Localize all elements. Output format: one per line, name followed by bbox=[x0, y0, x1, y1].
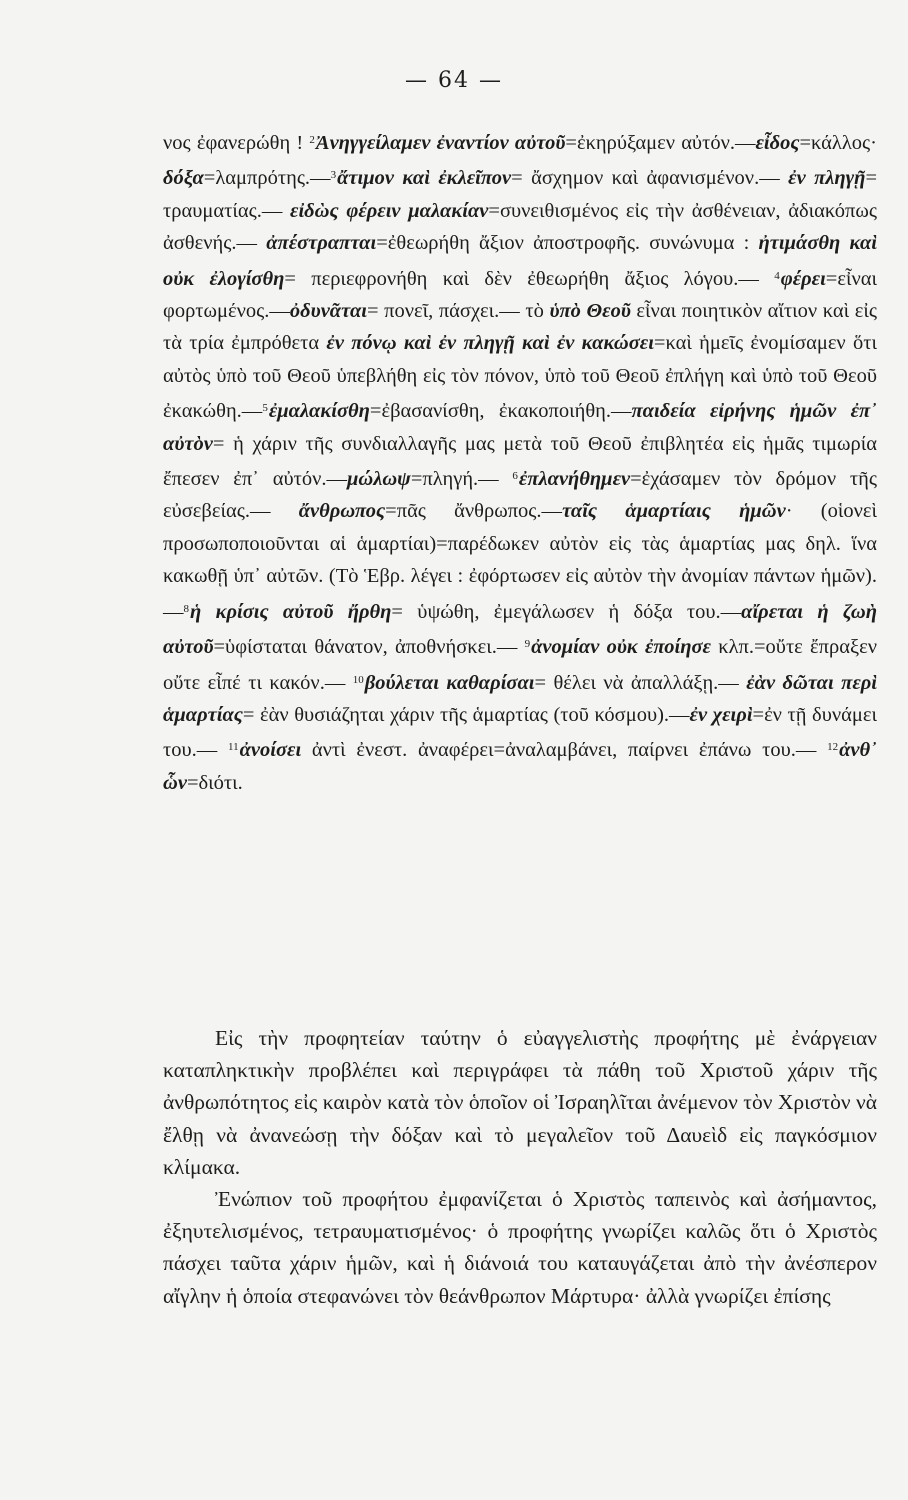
gloss-text: = ὑψώθη, ἐμεγάλωσεν ἡ δόξα του.— bbox=[391, 600, 742, 623]
gloss-text: = θέλει νὰ ἀπαλλάξῃ.— bbox=[534, 671, 747, 694]
paragraph: Ἐνώπιον τοῦ προφήτου ἐμφανίζεται ὁ Χριστὸς ταπεινὸς καὶ ἀσήμαντος, ἐξηυτελισμένος, τετραυματισμένος· ὁ προφήτης γνωρίζει καλῶς ὅτι ὁ Χριστὸς πάσχει ταῦτα χάριν ἡμῶν, καὶ ἡ διάνοιά του καταυγάζεται ἀπὸ τὴν ἀνέσπερον αἴγλην ἡ ὁποία στεφανώνει τὸν θεάνθρωπον Μάρτυρα· ἀλλὰ γνωρίζει ἐπίσης bbox=[163, 1187, 877, 1308]
gloss-text: =ἐκηρύξαμεν αὐτόν.— bbox=[565, 132, 756, 154]
paragraph: Εἰς τὴν προφητείαν ταύτην ὁ εὐαγγελιστὴς προφήτης μὲ ἐνάργειαν καταπληκτικὴν προβλέπει καὶ περιγράφει τὰ πάθη τοῦ Χριστοῦ χάριν τῆς ἀνθρωπότητος εἰς καιρὸν κατὰ τὸν ὁποῖον οἱ Ἰσραηλῖται ἀνέμενον τὸν Χριστὸν νὰ ἔλθῃ νὰ ἀνανεώσῃ τὴν δόξαν καὶ τὸ μεγαλεῖον τοῦ Δαυεὶδ εἰς παγκόσμιον κλίμακα. bbox=[163, 1026, 877, 1179]
gloss-text: νος ἐφανερώθη ! bbox=[163, 132, 310, 154]
page-number: — 64 — bbox=[405, 68, 503, 93]
headword: ἀνοίσει bbox=[239, 739, 302, 762]
verse-number: 9 bbox=[524, 638, 531, 651]
headword: ἐν χειρὶ bbox=[689, 703, 753, 726]
verse-number: 5 bbox=[262, 402, 268, 415]
headword: δόξα bbox=[163, 167, 204, 190]
verse-number: 10 bbox=[352, 673, 364, 686]
verse-number: 8 bbox=[183, 602, 189, 615]
verse-number: 2 bbox=[309, 134, 315, 146]
headword: ἐὰν δῶται περὶ ἁμαρτίας bbox=[163, 671, 878, 726]
headword: ὀδυνᾶται bbox=[289, 300, 367, 323]
headword: ἐπλανήθημεν bbox=[518, 468, 631, 491]
verse-number: 12 bbox=[827, 741, 839, 754]
gloss-text: =ἐβασανίσθη, ἐκακοποιήθη.— bbox=[369, 400, 632, 423]
gloss-text: =διότι. bbox=[186, 771, 243, 794]
verse-number: 3 bbox=[330, 169, 337, 182]
headword: ἄνθρωπος bbox=[298, 500, 386, 523]
verse-number: 4 bbox=[774, 269, 780, 282]
gloss-text: =λαμπρότης.— bbox=[203, 167, 331, 190]
main-text bbox=[163, 1022, 877, 1312]
headword: αἴρεται ἡ ζωὴ αὐτοῦ bbox=[163, 600, 877, 659]
headword: ὑπὸ Θεοῦ bbox=[549, 300, 631, 323]
gloss-text: = ἄσχημον καὶ ἀφανισμένον.— bbox=[511, 167, 789, 190]
headword: παιδεία εἰρήνης ἡμῶν ἐπ᾿ αὐτὸν bbox=[163, 400, 877, 455]
verse-number: 6 bbox=[512, 470, 518, 483]
headword: ἐν πληγῇ bbox=[788, 167, 866, 190]
gloss-text: = πονεῖ, πάσχει.— τὸ bbox=[366, 300, 550, 323]
headword: εἰδὼς φέρειν μαλακίαν bbox=[290, 199, 489, 222]
headword: ἀνθ᾿ ὧν bbox=[163, 739, 877, 794]
gloss-text: =ἐν τῇ δυνάμει του.— bbox=[163, 703, 877, 762]
gloss-text: =κάλλος· bbox=[799, 132, 877, 154]
gloss-text: ἀντὶ ἐνεστ. ἀναφέρει=ἀναλαμβάνει, παίρνει ἐπάνω του.— bbox=[301, 739, 828, 762]
gloss-text: · (οἱονεὶ προσωποποιοῦνται αἱ ἁμαρτίαι)=παρέδωκεν αὐτὸν εἰς τὰς ἁμαρτίας μας δηλ. ἵνα κακωθῇ ὑπ᾿ αὐτῶν. (Τὸ Ἑβρ. λέγει : ἐφόρτωσεν εἰς αὐτὸν τὴν ἀνομίαν πάντων ἡμῶν).— bbox=[163, 500, 877, 623]
gloss-text: εἶναι ποιητικὸν αἴτιον καὶ εἰς τὰ τρία ἐμπρόθετα bbox=[163, 300, 878, 355]
gloss-text: = περιεφρονήθη καὶ δὲν ἐθεωρήθη ἄξιος λόγου.— bbox=[284, 267, 775, 290]
commentary-notes bbox=[163, 124, 877, 799]
headword: Ἀνηγγείλαμεν ἐναντίον αὐτοῦ bbox=[315, 132, 566, 154]
headword: μώλωψ bbox=[347, 468, 411, 491]
headword: ἀπέστραπται bbox=[266, 232, 377, 255]
headword: ἐν πόνῳ καὶ ἐν πληγῇ καὶ ἐν κακώσει bbox=[326, 332, 654, 355]
gloss-text: κλπ.=οὔτε ἔπραξεν οὔτε εἶπέ τι κακόν.— bbox=[163, 636, 877, 694]
headword: ἀνομίαν οὐκ ἐποίησε bbox=[531, 636, 711, 659]
gloss-text: =συνειθισμένος εἰς τὴν ἀσθένειαν, ἀδιακόπως ἀσθενής.— bbox=[163, 199, 877, 255]
verse-number: 11 bbox=[228, 741, 239, 754]
headword: ἄτιμον καὶ ἐκλεῖπον bbox=[337, 167, 512, 190]
headword: βούλεται καθαρίσαι bbox=[364, 671, 535, 694]
gloss-text: =ὑφίσταται θάνατον, ἀποθνήσκει.— bbox=[213, 636, 525, 659]
gloss-text: =πᾶς ἄνθρωπος.— bbox=[385, 500, 563, 523]
gloss-text: =καὶ ἡμεῖς ἐνομίσαμεν ὅτι αὐτὸς ὑπὸ τοῦ Θεοῦ ὑπεβλήθη εἰς τὸν πόνον, ὑπὸ τοῦ Θεοῦ ἐπλήγη καὶ ὑπὸ τοῦ Θεοῦ ἐκακώθη.— bbox=[163, 332, 877, 423]
gloss-text: =εἶναι φορτωμένος.— bbox=[163, 267, 877, 323]
gloss-text: = τραυματίας.— bbox=[163, 167, 877, 222]
gloss-text: = ἐὰν θυσιάζηται χάριν τῆς ἁμαρτίας (τοῦ κόσμου).— bbox=[242, 703, 690, 726]
headword: φέρει bbox=[780, 267, 826, 290]
headword: ταῖς ἁμαρτίαις ἡμῶν bbox=[562, 500, 786, 523]
headword: ἐμαλακίσθη bbox=[268, 400, 370, 423]
gloss-text: =πληγή.— bbox=[410, 468, 513, 491]
headword: εἶδος bbox=[755, 132, 800, 154]
gloss-text: = ἡ χάριν τῆς συνδιαλλαγῆς μας μετὰ τοῦ Θεοῦ ἐπιβλητέα εἰς ἡμᾶς τιμωρία ἔπεσεν ἐπ᾿ αὐτόν.— bbox=[163, 432, 877, 491]
gloss-text: =ἐθεωρήθη ἄξιον ἀποστροφῆς. συνώνυμα : bbox=[376, 232, 759, 255]
headword: ἡ κρίσις αὐτοῦ ἤρθη bbox=[190, 600, 392, 623]
gloss-text: =ἐχάσαμεν τὸν δρόμον τῆς εὐσεβείας.— bbox=[163, 468, 878, 523]
headword: ἠτιμάσθη καὶ οὐκ ἐλογίσθη bbox=[163, 232, 878, 290]
